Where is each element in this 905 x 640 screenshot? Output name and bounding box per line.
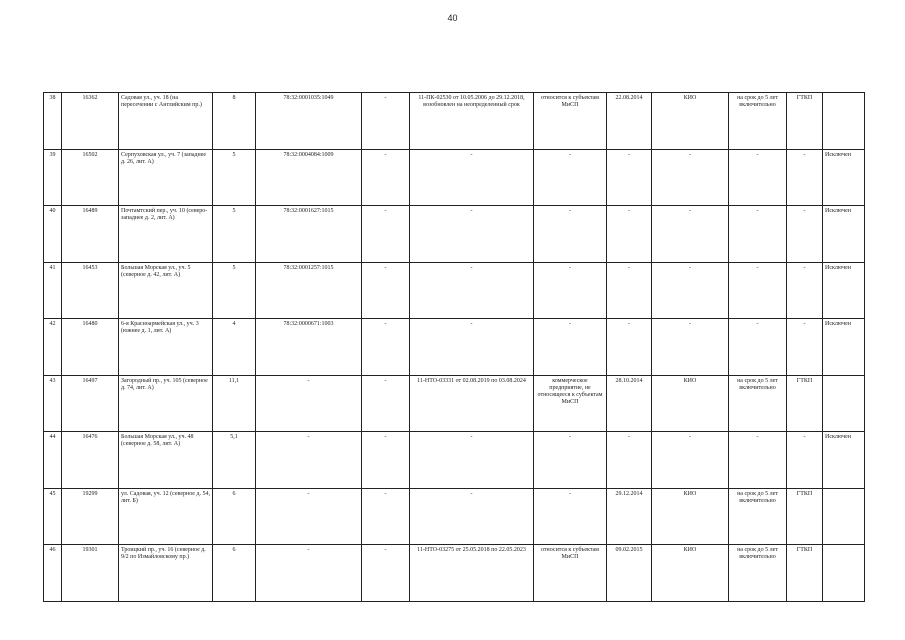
cell-col5: -	[362, 206, 410, 263]
cell-org: -	[787, 262, 823, 319]
cell-count: 5	[213, 149, 256, 206]
cell-document: -	[410, 319, 534, 376]
cell-note: Исключен	[823, 319, 865, 376]
cell-cadastral: -	[256, 488, 362, 545]
cell-org: -	[787, 319, 823, 376]
cell-count: 6	[213, 488, 256, 545]
cell-document: 11-НТО-03275 от 25.05.2018 по 22.05.2023	[410, 545, 534, 602]
table-row	[44, 545, 865, 602]
cell-address: ул. Садовая, уч. 12 (северное д. 54, лит. Б)	[119, 488, 213, 545]
cell-term: на срок до 5 лет включительно	[729, 545, 787, 602]
cell-date: 28.10.2014	[607, 375, 652, 432]
cell-address: Троицкий пр., уч. 16 (северное д. 9/2 по Измайловскому пр.)	[119, 545, 213, 602]
cell-org: ГТКП	[787, 93, 823, 150]
cell-type: КИО	[652, 488, 729, 545]
cell-note: Исключен	[823, 262, 865, 319]
cell-owner: -	[534, 319, 607, 376]
table-row	[44, 149, 865, 206]
cell-document: 11-НТО-03331 от 02.08.2019 по 03.08.2024	[410, 375, 534, 432]
cell-count: 4	[213, 319, 256, 376]
cell-date: -	[607, 432, 652, 489]
cell-document: -	[410, 488, 534, 545]
cell-number: 43	[44, 375, 62, 432]
cell-owner: коммерческое предприятие, не относящееся к субъектам МиСП	[534, 375, 607, 432]
cell-type: -	[652, 432, 729, 489]
cell-cadastral: 78:32:0001627:1015	[256, 206, 362, 263]
cell-document: -	[410, 262, 534, 319]
cell-type: КИО	[652, 93, 729, 150]
cell-document: -	[410, 149, 534, 206]
cell-number: 42	[44, 319, 62, 376]
cell-address: Серпуховская ул., уч. 7 (западнее д. 26, лит. А)	[119, 149, 213, 206]
table-row	[44, 93, 865, 150]
cell-type: -	[652, 319, 729, 376]
cell-owner: относится к субъектам МиСП	[534, 93, 607, 150]
cell-type: -	[652, 149, 729, 206]
cell-org: -	[787, 149, 823, 206]
cell-col5: -	[362, 93, 410, 150]
cell-code: 19299	[62, 488, 119, 545]
cell-cadastral: -	[256, 432, 362, 489]
table-row	[44, 206, 865, 263]
table-row	[44, 432, 865, 489]
cell-org: -	[787, 432, 823, 489]
cell-cadastral: 78:32:0004084:1009	[256, 149, 362, 206]
cell-code: 16489	[62, 206, 119, 263]
cell-address: Почтамтский пер., уч. 10 (северо-западнее д. 2, лит. А)	[119, 206, 213, 263]
table-row	[44, 262, 865, 319]
cell-code: 19301	[62, 545, 119, 602]
cell-count: 8	[213, 93, 256, 150]
cell-code: 16476	[62, 432, 119, 489]
table-row	[44, 488, 865, 545]
cell-address: Большая Морская ул., уч. 48 (северное д. 58, лит. А)	[119, 432, 213, 489]
cell-owner: -	[534, 488, 607, 545]
cell-col5: -	[362, 545, 410, 602]
cell-code: 16453	[62, 262, 119, 319]
cell-term: на срок до 5 лет включительно	[729, 488, 787, 545]
cell-term: -	[729, 432, 787, 489]
cell-code: 16362	[62, 93, 119, 150]
cell-note: Исключен	[823, 149, 865, 206]
cell-term: на срок до 5 лет включительно	[729, 93, 787, 150]
cell-org: ГТКП	[787, 375, 823, 432]
cell-col5: -	[362, 432, 410, 489]
cell-term: -	[729, 319, 787, 376]
cell-document: -	[410, 432, 534, 489]
cell-note: Исключен	[823, 432, 865, 489]
cell-note	[823, 488, 865, 545]
cell-number: 46	[44, 545, 62, 602]
cell-date: -	[607, 319, 652, 376]
cell-term: на срок до 5 лет включительно	[729, 375, 787, 432]
cell-count: 5,1	[213, 432, 256, 489]
cell-address: 6-я Красноармейская ул., уч. 3 (южнее д. 1, лит. А)	[119, 319, 213, 376]
cell-count: 5	[213, 262, 256, 319]
cell-owner: -	[534, 432, 607, 489]
cell-type: КИО	[652, 545, 729, 602]
cell-code: 16497	[62, 375, 119, 432]
cell-org: ГТКП	[787, 545, 823, 602]
cell-note: Исключен	[823, 206, 865, 263]
cell-note	[823, 545, 865, 602]
cell-address: Загородный пр., уч. 105 (северное д. 74, лит. А)	[119, 375, 213, 432]
cell-cadastral: 78:32:0000671:1003	[256, 319, 362, 376]
cell-date: 09.02.2015	[607, 545, 652, 602]
cell-address: Большая Морская ул., уч. 5 (северное д. 42, лит. А)	[119, 262, 213, 319]
cell-date: 22.08.2014	[607, 93, 652, 150]
cell-number: 44	[44, 432, 62, 489]
cell-cadastral: 78:32:0001035:1049	[256, 93, 362, 150]
cell-note	[823, 375, 865, 432]
cell-number: 45	[44, 488, 62, 545]
cell-owner: -	[534, 206, 607, 263]
cell-number: 39	[44, 149, 62, 206]
cell-col5: -	[362, 375, 410, 432]
cell-note	[823, 93, 865, 150]
cell-date: -	[607, 206, 652, 263]
cell-document: -	[410, 206, 534, 263]
cell-cadastral: -	[256, 545, 362, 602]
cell-col5: -	[362, 319, 410, 376]
table-row	[44, 319, 865, 376]
cell-count: 6	[213, 545, 256, 602]
cell-term: -	[729, 149, 787, 206]
cell-term: -	[729, 262, 787, 319]
page-number: 40	[447, 13, 458, 23]
cell-owner: относится к субъектам МиСП	[534, 545, 607, 602]
cell-number: 41	[44, 262, 62, 319]
cell-org: ГТКП	[787, 488, 823, 545]
cell-type: -	[652, 206, 729, 263]
cell-owner: -	[534, 149, 607, 206]
cell-count: 11,1	[213, 375, 256, 432]
cell-code: 16480	[62, 319, 119, 376]
cell-code: 16502	[62, 149, 119, 206]
cell-org: -	[787, 206, 823, 263]
cell-date: -	[607, 262, 652, 319]
registry-table	[43, 92, 865, 602]
cell-cadastral: -	[256, 375, 362, 432]
cell-date: 29.12.2014	[607, 488, 652, 545]
cell-cadastral: 78:32:0001257:1015	[256, 262, 362, 319]
cell-date: -	[607, 149, 652, 206]
cell-col5: -	[362, 149, 410, 206]
cell-col5: -	[362, 262, 410, 319]
cell-number: 38	[44, 93, 62, 150]
table-row	[44, 375, 865, 432]
cell-col5: -	[362, 488, 410, 545]
cell-number: 40	[44, 206, 62, 263]
cell-type: КИО	[652, 375, 729, 432]
cell-owner: -	[534, 262, 607, 319]
cell-term: -	[729, 206, 787, 263]
cell-address: Садовая ул., уч. 18 (на пересечении с Английским пр.)	[119, 93, 213, 150]
cell-count: 5	[213, 206, 256, 263]
cell-type: -	[652, 262, 729, 319]
cell-document: 11-ПК-02530 от 10.05.2006 до 29.12.2018, возобновлен на неопределенный срок	[410, 93, 534, 150]
